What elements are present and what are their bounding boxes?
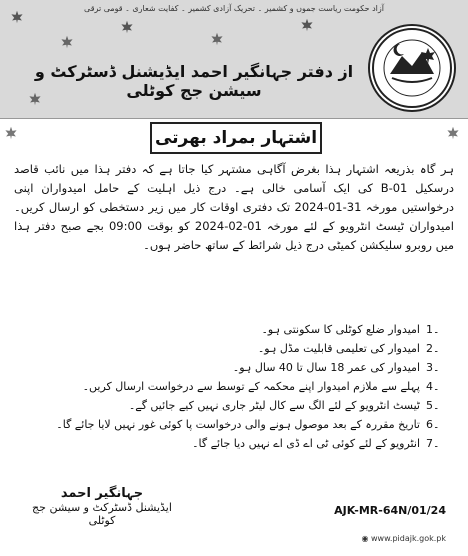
emblem-graphic — [370, 26, 454, 110]
condition-text: امیدوار ضلع کوٹلی کا سکونتی ہو۔ — [261, 323, 420, 336]
signatory-title: ایڈیشنل ڈسٹرکٹ و سیشن جج کوٹلی — [32, 501, 172, 527]
reference-number: AJK-MR-64N/01/24 — [334, 504, 446, 517]
maple-leaf-icon — [210, 32, 224, 46]
office-title: از دفتر جہانگیر احمد ایڈیشنل ڈسٹرکٹ و سیشن جج کوٹلی — [34, 62, 354, 100]
signature-block — [22, 486, 182, 527]
condition-text: تاریخ مقررہ کے بعد موصول ہونے والی درخواست پا کوئی غور نہیں لایا جائے گا۔ — [56, 418, 420, 431]
condition-number: ۔2 — [426, 342, 440, 355]
maple-leaf-icon — [4, 126, 18, 140]
condition-item — [14, 434, 454, 453]
condition-number: ۔3 — [426, 361, 440, 374]
maple-leaf-icon — [446, 126, 460, 140]
maple-leaf-icon — [120, 20, 134, 34]
advert-intro: ہر گاہ بذریعہ اشتہار ہذا بغرض آگاہی مشتہر کیا جاتا ہے کہ دفتر ہذا میں نائب قاصد درسکیل B-01 کی ایک آسامی خالی ہے۔ درج ذیل اہلیت کے حامل امیدواران اپنی درخواستیں مورخہ 31-01-2024 تک دفتری اوقات کار میں زیر دستخطی کو ارسال کریں۔ امیدواران ٹیسٹ انٹرویو کے لئے مورخہ 01-02-2024 کو بوقت 09:00 بجے صبح دفتر ہذا میں روبرو سلیکشن کمیٹی درج ذیل شرائط کے ساتھ حاضر ہوں۔ — [14, 162, 455, 252]
condition-text: امیدوار کی عمر 18 سال تا 40 سال ہو۔ — [232, 361, 420, 374]
footer-website — [361, 534, 446, 543]
advert-title: اشتہار بمراد بھرتی — [150, 122, 322, 154]
condition-number: ۔4 — [426, 380, 440, 393]
maple-leaf-icon — [60, 35, 74, 49]
maple-leaf-icon — [300, 18, 314, 32]
condition-item — [14, 358, 454, 377]
website-text: www.pidajk.gok.pk — [371, 534, 446, 543]
condition-text: پہلے سے ملازم امیدوار اپنے محکمہ کے توسط سے درخواست ارسال کریں۔ — [82, 380, 420, 393]
condition-number: ۔6 — [426, 418, 440, 431]
condition-text: ٹیسٹ انٹرویو کے لئے الگ سے کال لیٹر جاری نہیں کیے جائیں گے۔ — [128, 399, 420, 412]
condition-text: امیدوار کی تعلیمی قابلیت مڈل ہو۔ — [257, 342, 420, 355]
condition-number: ۔7 — [426, 437, 440, 450]
globe-icon: ◉ — [361, 534, 369, 543]
condition-number: ۔1 — [426, 323, 440, 336]
condition-item — [14, 339, 454, 358]
maple-leaf-icon — [10, 10, 24, 24]
condition-item — [14, 415, 454, 434]
signatory-name: جہانگیر احمد — [60, 486, 144, 501]
condition-text: انٹرویو کے لئے کوئی ٹی اے ڈی اے نہیں دیا جائے گا۔ — [192, 437, 420, 450]
ajk-emblem — [368, 24, 456, 112]
header-slogan: آزاد حکومت ریاست جموں و کشمیر ۔ تحریک آزادی کشمیر ۔ کفایت شعاری ۔ قومی ترقی — [84, 4, 384, 13]
condition-item — [14, 320, 454, 339]
conditions-list — [14, 320, 454, 453]
condition-number: ۔5 — [426, 399, 440, 412]
condition-item — [14, 377, 454, 396]
header-banner — [0, 0, 468, 119]
condition-item — [14, 396, 454, 415]
